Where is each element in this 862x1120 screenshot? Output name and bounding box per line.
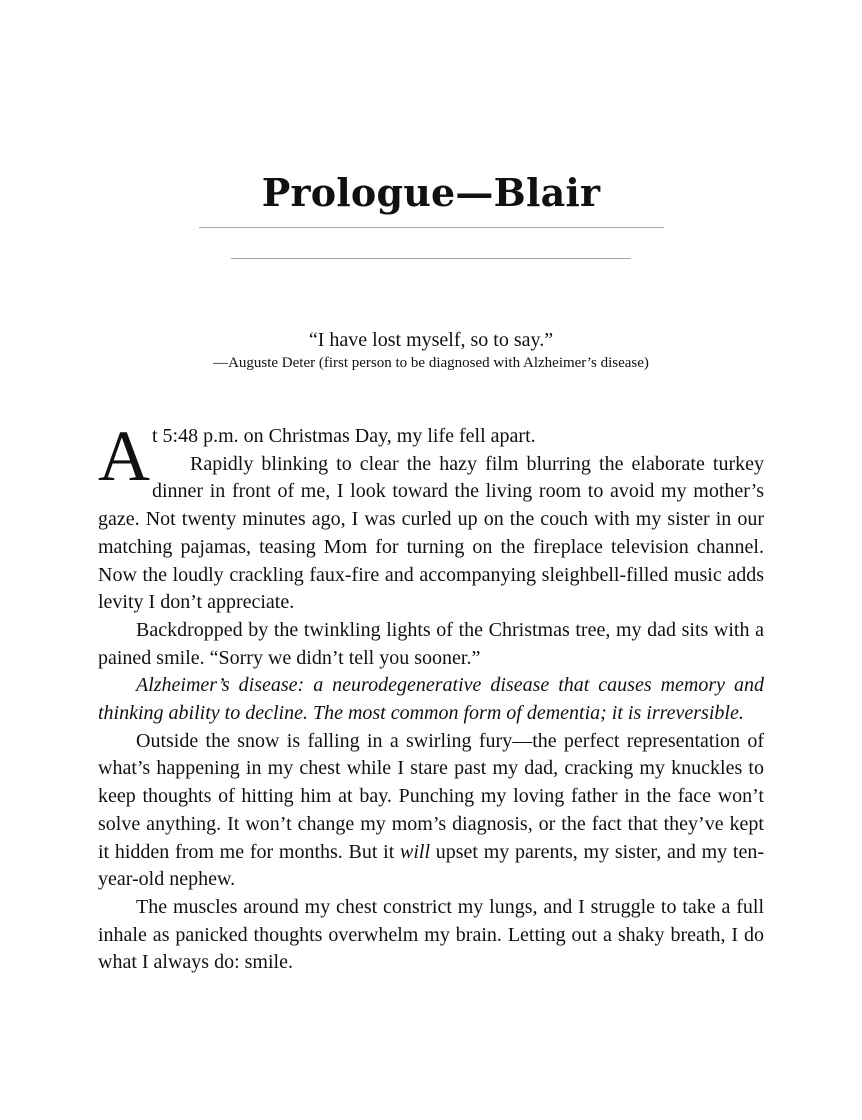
opening-paragraph — [98, 416, 764, 617]
epigraph — [98, 326, 764, 372]
definition-italic: Alzheimer’s disease: a neurodegenerative disease that causes memory and thinking ability to decline. The most common form of dementia; it is irreversible. — [98, 674, 764, 725]
paragraph-1: Rapidly blinking to clear the hazy film blurring the elaborate turkey dinner in front of me, I look toward the living room to avoid my mother’s gaze. Not twenty minutes ago, I was curled up on the couch with my sister in our matching pajamas, teasing Mom for turning on the fireplace television channel. Now the loudly crackling faux-fire and accompanying sleighbell-filled music adds levity I don’t appreciate. — [98, 452, 764, 614]
epigraph-attribution: —Auguste Deter (first person to be diagnosed with Alzheimer’s disease) — [213, 355, 649, 371]
chapter-title: Prologue—Blair — [261, 170, 601, 215]
chapter-body — [98, 416, 764, 977]
paragraph-3 — [98, 672, 764, 727]
paragraph-2: Backdropped by the twinkling lights of the Christmas tree, my dad sits with a pained smile. “Sorry we didn’t tell you sooner.” — [98, 618, 764, 669]
emphasis-will: will — [400, 840, 431, 863]
title-divider-top — [199, 227, 664, 228]
paragraph-4-part-1: Outside the snow is falling in a swirling fury—the perfect representation of what’s happening in my chest while I stare past my dad, cracking my knuckles to keep thoughts of hitting him at bay. Punching my loving father in the face won’t solve anything. It won’t change my mom’s diagnosis, or the fact that they’ve kept it hidden from me for months. But it — [98, 729, 764, 863]
epigraph-quote: “I have lost myself, so to say.” — [308, 329, 554, 351]
paragraph-4-part-2: upset my parents, my sister, and my ten-year-old nephew. — [98, 840, 764, 891]
opening-line: t 5:48 p.m. on Christmas Day, my life fell apart. — [152, 425, 536, 447]
title-divider-bottom — [231, 258, 631, 259]
paragraph-5: The muscles around my chest constrict my lungs, and I struggle to take a full inhale as panicked thoughts overwhelm my brain. Letting out a shaky breath, I do what I always do: smile. — [98, 895, 764, 974]
drop-cap: A — [98, 416, 150, 496]
paragraph-4 — [98, 728, 764, 894]
